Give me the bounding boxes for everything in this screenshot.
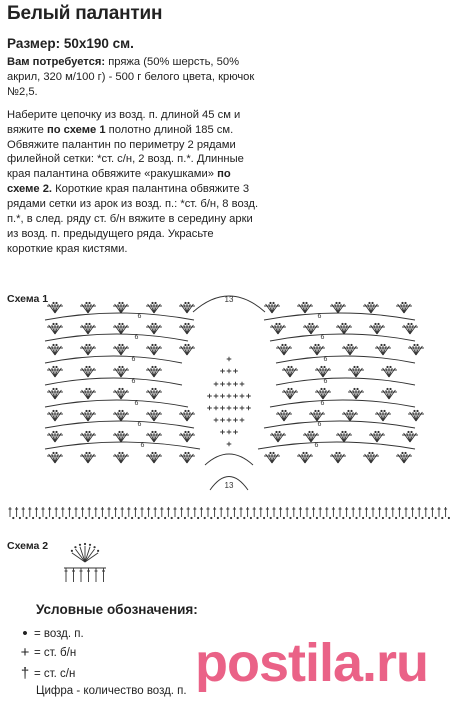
svg-text:6: 6 — [140, 442, 145, 449]
scheme2-label: Схема 2 — [7, 540, 49, 552]
instructions-paragraph — [7, 108, 259, 257]
svg-text:6: 6 — [137, 313, 142, 320]
svg-text:6: 6 — [320, 400, 325, 407]
legend-item-text: = ст. с/н — [34, 667, 76, 680]
instructions-part3: Короткие края палантина обвяжите 3 рядами сетки из арок из возд. п.: *ст. б/н, 8 возд. п.*, в след. ряду ст. б/н вяжите в середину арки из возд. п. предыдущего ряда. Украсьте короткие края кистями. — [7, 183, 259, 255]
instructions-part1: Наберите цепочку из возд. п. длиной 45 см и вяжите — [7, 108, 241, 136]
svg-text:6: 6 — [134, 334, 139, 341]
size-label: Размер: 50x190 см. — [7, 36, 134, 51]
materials-lead: Вам потребуется: — [7, 56, 106, 68]
scheme1-arc-bottom-count: 13 — [224, 481, 234, 490]
plus-icon: + — [20, 644, 30, 661]
pattern-description — [7, 55, 259, 265]
scheme2-diagram — [50, 540, 120, 586]
instructions-part2: полотно длиной 185 см. Обвяжите палантин по периметру 2 рядами филейной сетки: *ст. с/н, 2 возд. п.*. Длинные края палантина обвяжите «ракушками» — [7, 123, 244, 181]
svg-text:6: 6 — [320, 334, 325, 341]
scheme1-arc-top-count: 13 — [224, 295, 234, 304]
legend-item-text: = возд. п. — [34, 627, 84, 640]
materials-paragraph — [7, 55, 259, 100]
watermark-logo: postila.ru — [195, 633, 429, 693]
scheme2-reference: по схеме 2. — [7, 168, 231, 196]
svg-text:6: 6 — [134, 400, 139, 407]
svg-text:6: 6 — [314, 442, 319, 449]
svg-text:6: 6 — [131, 356, 136, 363]
svg-text:6: 6 — [323, 378, 328, 385]
legend-item-single-crochet — [16, 644, 76, 661]
legend-title: Условные обозначения: — [36, 602, 198, 617]
chain-dot-icon: • — [22, 625, 28, 642]
legend-item-chain — [16, 625, 84, 642]
scheme1-reference: по схеме 1 — [46, 123, 106, 136]
svg-text:6: 6 — [137, 421, 142, 428]
legend-item-double-crochet — [16, 665, 75, 682]
dagger-icon: † — [20, 665, 30, 682]
legend-note: Цифра - количество возд. п. — [36, 685, 187, 697]
page-title: Белый палантин — [7, 3, 163, 24]
svg-text:6: 6 — [317, 313, 322, 320]
svg-text:6: 6 — [323, 356, 328, 363]
legend-item-text: = ст. б/н — [34, 646, 77, 659]
scheme1-label: Схема 1 — [7, 293, 49, 305]
scheme1-diagram — [0, 285, 460, 525]
svg-text:6: 6 — [131, 378, 136, 385]
svg-text:6: 6 — [317, 421, 322, 428]
materials-body: пряжа (50% шерсть, 50% акрил, 320 м/100 г) - 500 г белого цвета, крючок №2,5. — [7, 56, 255, 98]
